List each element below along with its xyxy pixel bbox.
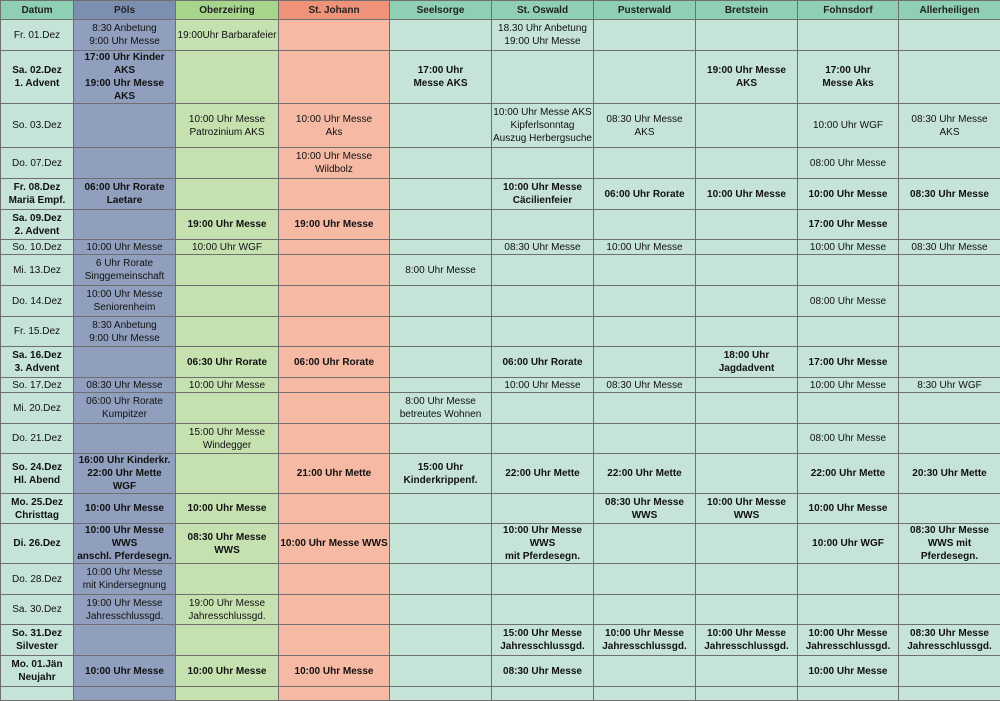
date-cell: Sa. 30.Dez — [1, 595, 74, 625]
event-cell: 17:00 Uhr Messe — [798, 210, 899, 240]
event-cell: 10:00 Uhr Messe Jahresschlussgd. — [594, 625, 696, 656]
column-header: Pöls — [74, 1, 176, 20]
date-cell: Mo. 01.Jän Neujahr — [1, 656, 74, 687]
event-cell — [899, 148, 1000, 179]
event-cell: 10:00 Uhr Messe Cäcilienfeier — [492, 179, 594, 210]
event-cell: 10:00 Uhr Messe — [594, 240, 696, 255]
event-cell — [74, 424, 176, 454]
event-cell — [176, 625, 279, 656]
event-cell — [279, 378, 390, 393]
event-cell — [594, 210, 696, 240]
table-row — [1, 317, 1000, 347]
column-header: Seelsorge — [390, 1, 492, 20]
column-header: Datum — [1, 1, 74, 20]
event-cell: 10:00 Uhr Messe WWS — [696, 494, 798, 524]
event-cell: 10:00 Uhr Messe — [798, 378, 899, 393]
event-cell — [74, 625, 176, 656]
event-cell — [176, 286, 279, 317]
event-cell: 16:00 Uhr Kinderkr. 22:00 Uhr Mette WGF — [74, 454, 176, 494]
event-cell: 08:00 Uhr Messe — [798, 424, 899, 454]
event-cell — [696, 240, 798, 255]
event-cell: 10:00 Uhr Messe — [176, 494, 279, 524]
event-cell — [798, 317, 899, 347]
event-cell: 06:30 Uhr Rorate — [176, 347, 279, 378]
event-cell — [176, 393, 279, 424]
event-cell: 10:00 Uhr Messe — [176, 378, 279, 393]
event-cell — [390, 179, 492, 210]
table-row — [1, 524, 1000, 564]
event-cell: 10:00 Uhr Messe — [798, 656, 899, 687]
event-cell: 19:00 Uhr Messe Jahresschlussgd. — [176, 595, 279, 625]
event-cell: 10:00 Uhr Messe WWS mit Pferdesegn. — [492, 524, 594, 564]
event-cell — [798, 20, 899, 51]
event-cell: 06:00 Uhr Rorate Kumpitzer — [74, 393, 176, 424]
event-cell — [74, 210, 176, 240]
event-cell: 17:00 Uhr Kinder AKS 19:00 Uhr Messe AKS — [74, 51, 176, 104]
event-cell: 10:00 Uhr Messe — [798, 179, 899, 210]
event-cell: 15:00 Uhr Messe Jahresschlussgd. — [492, 625, 594, 656]
event-cell — [279, 317, 390, 347]
date-cell: Do. 07.Dez — [1, 148, 74, 179]
column-header: St. Oswald — [492, 1, 594, 20]
event-cell: 10:00 Uhr Messe WWS anschl. Pferdesegn. — [74, 524, 176, 564]
table-row — [1, 347, 1000, 378]
event-cell: 10:00 Uhr Messe — [74, 494, 176, 524]
event-cell — [492, 210, 594, 240]
event-cell — [390, 494, 492, 524]
event-cell: 20:30 Uhr Mette — [899, 454, 1000, 494]
event-cell — [279, 240, 390, 255]
event-cell — [899, 51, 1000, 104]
date-cell: Fr. 01.Dez — [1, 20, 74, 51]
event-cell: 10:00 Uhr WGF — [798, 104, 899, 148]
column-header: Allerheiligen — [899, 1, 1000, 20]
event-cell: 10:00 Uhr Messe Aks — [279, 104, 390, 148]
event-cell — [899, 656, 1000, 687]
event-cell — [492, 255, 594, 286]
event-cell — [492, 595, 594, 625]
column-header: Bretstein — [696, 1, 798, 20]
event-cell — [390, 286, 492, 317]
event-cell: 08:30 Uhr Messe — [492, 240, 594, 255]
table-row — [1, 51, 1000, 104]
event-cell: 10:00 Uhr Messe mit Kindersegnung — [74, 564, 176, 595]
event-cell — [492, 317, 594, 347]
event-cell: 17:00 Uhr Messe Aks — [798, 51, 899, 104]
event-cell: 6 Uhr Rorate Singgemeinschaft — [74, 255, 176, 286]
event-cell: 19:00 Uhr Messe Jahresschlussgd. — [74, 595, 176, 625]
table-row — [1, 20, 1000, 51]
date-cell: Di. 26.Dez — [1, 524, 74, 564]
event-cell — [696, 656, 798, 687]
event-cell: 08:30 Uhr Messe AKS — [594, 104, 696, 148]
header-row — [1, 1, 1000, 20]
event-cell: 06:00 Uhr Rorate Laetare — [74, 179, 176, 210]
table-row — [1, 687, 1000, 701]
event-cell — [390, 656, 492, 687]
event-cell — [696, 524, 798, 564]
event-cell: 15:00 Uhr Messe Windegger — [176, 424, 279, 454]
event-cell: 21:00 Uhr Mette — [279, 454, 390, 494]
event-cell: 19:00Uhr Barbarafeier — [176, 20, 279, 51]
event-cell: 08:30 Uhr Messe — [74, 378, 176, 393]
event-cell: 10:00 Uhr Messe WWS — [279, 524, 390, 564]
event-cell — [492, 393, 594, 424]
event-cell — [390, 564, 492, 595]
event-cell — [390, 210, 492, 240]
event-cell — [594, 286, 696, 317]
event-cell — [390, 240, 492, 255]
date-cell: Mi. 13.Dez — [1, 255, 74, 286]
table-row — [1, 454, 1000, 494]
date-cell: Mi. 20.Dez — [1, 393, 74, 424]
event-cell — [696, 210, 798, 240]
event-cell: 8:30 Anbetung 9:00 Uhr Messe — [74, 317, 176, 347]
column-header: Oberzeiring — [176, 1, 279, 20]
event-cell — [74, 687, 176, 701]
event-cell — [899, 210, 1000, 240]
event-cell: 8:00 Uhr Messe betreutes Wohnen — [390, 393, 492, 424]
event-cell — [899, 424, 1000, 454]
event-cell — [696, 393, 798, 424]
event-cell — [390, 524, 492, 564]
event-cell — [594, 347, 696, 378]
event-cell — [74, 347, 176, 378]
event-cell — [492, 51, 594, 104]
event-cell — [74, 104, 176, 148]
date-cell: Do. 21.Dez — [1, 424, 74, 454]
event-cell — [594, 148, 696, 179]
event-cell: 10:00 Uhr WGF — [798, 524, 899, 564]
event-cell — [390, 595, 492, 625]
event-cell — [594, 317, 696, 347]
event-cell — [279, 393, 390, 424]
event-cell — [899, 347, 1000, 378]
table-row — [1, 148, 1000, 179]
date-cell: Sa. 02.Dez 1. Advent — [1, 51, 74, 104]
event-cell: 18:00 Uhr Jagdadvent — [696, 347, 798, 378]
date-cell: Do. 28.Dez — [1, 564, 74, 595]
table-row — [1, 393, 1000, 424]
event-cell — [279, 179, 390, 210]
event-cell — [74, 148, 176, 179]
event-cell — [899, 286, 1000, 317]
date-cell: Sa. 09.Dez 2. Advent — [1, 210, 74, 240]
event-cell: 10:00 Uhr Messe — [279, 656, 390, 687]
event-cell — [696, 148, 798, 179]
event-cell — [492, 424, 594, 454]
event-cell: 8:30 Uhr WGF — [899, 378, 1000, 393]
event-cell — [492, 564, 594, 595]
event-cell — [899, 564, 1000, 595]
event-cell — [798, 595, 899, 625]
event-cell: 06:00 Uhr Rorate — [492, 347, 594, 378]
event-cell: 22:00 Uhr Mette — [594, 454, 696, 494]
event-cell — [696, 20, 798, 51]
event-cell: 08:30 Uhr Messe WWS mit Pferdesegn. — [899, 524, 1000, 564]
event-cell — [279, 687, 390, 701]
event-cell — [279, 494, 390, 524]
event-cell: 15:00 Uhr Kinderkrippenf. — [390, 454, 492, 494]
event-cell: 06:00 Uhr Rorate — [594, 179, 696, 210]
event-cell — [279, 51, 390, 104]
event-cell — [696, 378, 798, 393]
event-cell: 10:00 Uhr Messe AKS Kipferlsonntag Auszug Herbergsuche — [492, 104, 594, 148]
event-cell: 08:00 Uhr Messe — [798, 286, 899, 317]
event-cell — [594, 687, 696, 701]
table-row — [1, 625, 1000, 656]
event-cell — [594, 564, 696, 595]
date-cell: So. 10.Dez — [1, 240, 74, 255]
event-cell: 10:00 Uhr Messe Patrozinium AKS — [176, 104, 279, 148]
date-cell: So. 24.Dez Hl. Abend — [1, 454, 74, 494]
date-cell: Fr. 15.Dez — [1, 317, 74, 347]
event-cell — [176, 179, 279, 210]
event-cell: 19:00 Uhr Messe — [279, 210, 390, 240]
event-cell — [176, 564, 279, 595]
table-row — [1, 656, 1000, 687]
event-cell — [176, 317, 279, 347]
event-cell — [390, 378, 492, 393]
date-cell: So. 17.Dez — [1, 378, 74, 393]
table-row — [1, 179, 1000, 210]
event-cell: 08:30 Uhr Messe — [594, 378, 696, 393]
event-cell — [798, 393, 899, 424]
event-cell: 19:00 Uhr Messe AKS — [696, 51, 798, 104]
event-cell: 10:00 Uhr Messe Seniorenheim — [74, 286, 176, 317]
event-cell: 10:00 Uhr Messe — [74, 656, 176, 687]
table-row — [1, 286, 1000, 317]
event-cell — [899, 393, 1000, 424]
event-cell: 08:30 Uhr Messe — [899, 240, 1000, 255]
event-cell — [696, 454, 798, 494]
date-cell: Fr. 08.Dez Mariä Empf. — [1, 179, 74, 210]
schedule-body — [1, 20, 1000, 701]
event-cell: 06:00 Uhr Rorate — [279, 347, 390, 378]
event-cell — [594, 656, 696, 687]
event-cell — [390, 317, 492, 347]
event-cell — [696, 424, 798, 454]
event-cell — [279, 20, 390, 51]
event-cell — [899, 20, 1000, 51]
event-cell — [390, 347, 492, 378]
event-cell — [594, 524, 696, 564]
event-cell — [279, 564, 390, 595]
event-cell: 17:00 Uhr Messe — [798, 347, 899, 378]
event-cell — [594, 424, 696, 454]
event-cell — [696, 687, 798, 701]
table-row — [1, 595, 1000, 625]
table-row — [1, 104, 1000, 148]
event-cell: 08:30 Uhr Messe — [492, 656, 594, 687]
event-cell: 10:00 Uhr Messe — [798, 494, 899, 524]
event-cell — [176, 51, 279, 104]
event-cell: 22:00 Uhr Mette — [798, 454, 899, 494]
event-cell: 08:30 Uhr Messe WWS — [594, 494, 696, 524]
event-cell — [594, 255, 696, 286]
date-cell — [1, 687, 74, 701]
event-cell — [696, 104, 798, 148]
event-cell — [390, 148, 492, 179]
table-row — [1, 494, 1000, 524]
event-cell — [594, 51, 696, 104]
event-cell: 22:00 Uhr Mette — [492, 454, 594, 494]
event-cell — [899, 317, 1000, 347]
event-cell — [696, 255, 798, 286]
event-cell: 10:00 Uhr Messe — [176, 656, 279, 687]
event-cell — [492, 148, 594, 179]
event-cell — [279, 255, 390, 286]
date-cell: Mo. 25.Dez Christtag — [1, 494, 74, 524]
event-cell — [696, 286, 798, 317]
event-cell — [899, 595, 1000, 625]
event-cell: 10:00 Uhr WGF — [176, 240, 279, 255]
column-header: Pusterwald — [594, 1, 696, 20]
event-cell — [696, 595, 798, 625]
event-cell: 10:00 Uhr Messe — [74, 240, 176, 255]
date-cell: So. 31.Dez Silvester — [1, 625, 74, 656]
event-cell — [696, 317, 798, 347]
event-cell — [798, 687, 899, 701]
event-cell: 10:00 Uhr Messe — [696, 179, 798, 210]
event-cell: 10:00 Uhr Messe Wildbolz — [279, 148, 390, 179]
event-cell — [798, 564, 899, 595]
event-cell — [696, 564, 798, 595]
event-cell — [492, 687, 594, 701]
event-cell — [492, 286, 594, 317]
event-cell: 08:30 Uhr Messe Jahresschlussgd. — [899, 625, 1000, 656]
table-row — [1, 255, 1000, 286]
event-cell — [798, 255, 899, 286]
event-cell: 10:00 Uhr Messe — [492, 378, 594, 393]
table-row — [1, 564, 1000, 595]
table-row — [1, 240, 1000, 255]
event-cell: 10:00 Uhr Messe Jahresschlussgd. — [798, 625, 899, 656]
event-cell — [492, 494, 594, 524]
event-cell — [594, 595, 696, 625]
event-cell — [390, 104, 492, 148]
column-header: Fohnsdorf — [798, 1, 899, 20]
event-cell — [176, 454, 279, 494]
event-cell — [594, 20, 696, 51]
event-cell — [176, 255, 279, 286]
date-cell: So. 03.Dez — [1, 104, 74, 148]
event-cell: 17:00 Uhr Messe AKS — [390, 51, 492, 104]
event-cell — [390, 625, 492, 656]
table-row — [1, 210, 1000, 240]
event-cell — [390, 687, 492, 701]
column-header: St. Johann — [279, 1, 390, 20]
event-cell — [899, 255, 1000, 286]
event-cell — [279, 286, 390, 317]
event-cell: 8:30 Anbetung 9:00 Uhr Messe — [74, 20, 176, 51]
event-cell: 08:30 Uhr Messe AKS — [899, 104, 1000, 148]
date-cell: Sa. 16.Dez 3. Advent — [1, 347, 74, 378]
date-cell: Do. 14.Dez — [1, 286, 74, 317]
event-cell — [899, 494, 1000, 524]
event-cell — [899, 687, 1000, 701]
event-cell — [390, 424, 492, 454]
event-cell: 10:00 Uhr Messe — [798, 240, 899, 255]
table-row — [1, 424, 1000, 454]
event-cell: 19:00 Uhr Messe — [176, 210, 279, 240]
table-row — [1, 378, 1000, 393]
event-cell: 08:30 Uhr Messe — [899, 179, 1000, 210]
event-cell — [279, 625, 390, 656]
event-cell — [390, 20, 492, 51]
event-cell: 10:00 Uhr Messe Jahresschlussgd. — [696, 625, 798, 656]
event-cell: 18.30 Uhr Anbetung 19:00 Uhr Messe — [492, 20, 594, 51]
event-cell: 08:00 Uhr Messe — [798, 148, 899, 179]
event-cell — [279, 424, 390, 454]
event-cell — [176, 687, 279, 701]
event-cell: 08:30 Uhr Messe WWS — [176, 524, 279, 564]
event-cell — [279, 595, 390, 625]
event-cell: 8:00 Uhr Messe — [390, 255, 492, 286]
event-cell — [594, 393, 696, 424]
event-cell — [176, 148, 279, 179]
